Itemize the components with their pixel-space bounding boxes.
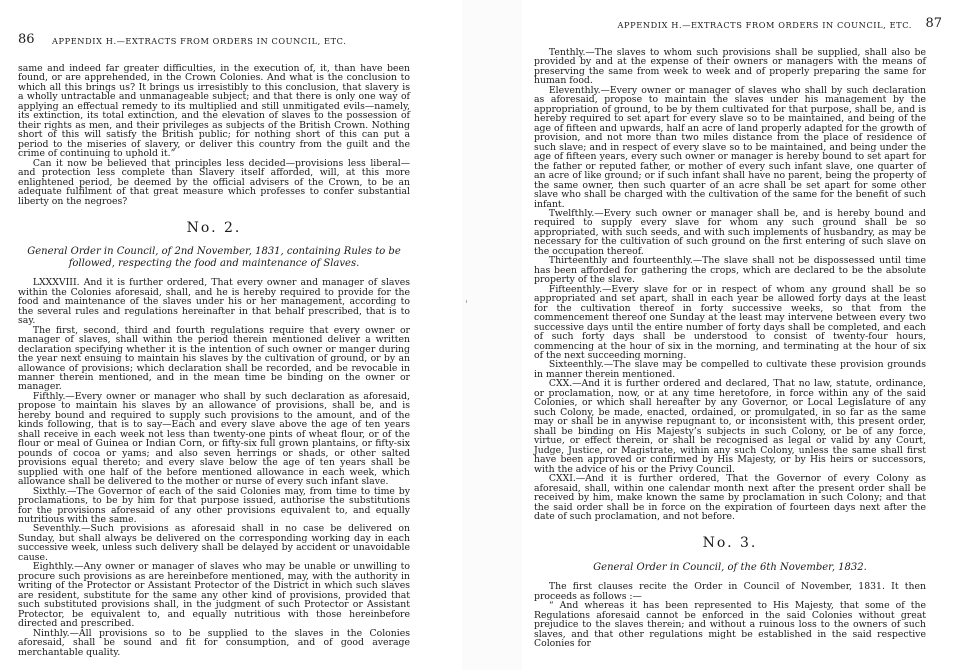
paragraph: Twelfthly.—Every such owner or manager shall be, and is hereby bound and required to supply every slave for whom any such ground shall be so appropriated, with such seeds, and with such implements of husbandry, as may be necessary for the cultivation of such ground on the first entering of such slave on the occupation thereof. <box>534 207 926 257</box>
left-running-title: APPENDIX H.—EXTRACTS FROM ORDERS IN COUNCIL, ETC. <box>52 36 347 46</box>
right-body-text <box>534 48 926 648</box>
book-gutter <box>462 0 522 670</box>
right-page-number: 87 <box>925 16 942 31</box>
paragraph: Fifteenthly.—Every slave for or in respect of whom any ground shall be so appropriated and set apart, shall in each year be allowed forty days at the least for the cultivation thereof in forty successive weeks, so that from the commencement thereof one Sunday at the least may intervene between every two successive days until the entire number of forty days shall be completed, and each of such forty days shall be understood to consist of twenty-four hours, commencing at the hour of six in the morning, and terminating at the hour of six of the next succeeding morning. <box>534 283 926 361</box>
left-body-text <box>18 64 410 657</box>
section-heading-no-3: No. 3. <box>702 535 758 552</box>
paragraph: Tenthly.—The slaves to whom such provisions shall be supplied, shall also be provided by and at the expense of their owners or managers with the means of preserving the same from week to week and of properly preparing the same for human food. <box>534 47 926 87</box>
left-running-head <box>18 32 462 52</box>
paragraph: same and indeed far greater difficulties, in the execution of, it, than have been found, or are apprehended, in the Crown Colonies. And what is the conclusion to which all this brings us? It brings us irresistibly to this conclusion, that slavery is a wholly untractable and unmanageable subject; and that there is only one way of applying an effectual remedy to its multiplied and still unmitigated evils—namely, its extinction, its total extinction, and the elevation of slaves to the possession of their rights as men, and their privileges as subjects of the British Crown. Nothing short of this will satisfy the British public; for nothing short of this can put a period to the miseries of slavery, or deliver this country from the guilt and the crime of continuing to uphold it.” <box>18 63 410 160</box>
left-page <box>0 0 462 670</box>
paragraph: “ And whereas it has been represented to His Majesty, that some of the Regulations aforesaid cannot be enforced in the said Colonies without great prejudice to the slaves therein; and without a ruinous loss to the owners of such slaves, and that other regulations might be established in the said respective Colonies for <box>534 600 926 650</box>
paragraph: Eighthly.—Any owner or manager of slaves who may be unable or unwilling to procure such provisions as are hereinbefore mentioned, may, with the authority in writing of the Protector or Assistant Protector of the District in which such slaves are resident, substitute for the same any other kind of provisions, provided that such substituted provisions shall, in the judgment of such Protector or Assistant Protector, be equivalent to, and equally nutritious with those hereinbefore directed and prescribed. <box>18 561 410 630</box>
left-page-number: 86 <box>18 32 35 47</box>
section-heading-no-2: No. 2. <box>186 220 242 237</box>
gutter-mark <box>466 300 467 303</box>
order-title: General Order in Council, of 2nd November, 1831, containing Rules to be followed, respecting the food and maintenance of Slaves. <box>27 246 401 269</box>
paragraph: Thirteenthly and fourteenthly.—The slave shall not be dispossessed until time has been afforded for gathering the crops, which are declared to be the absolute property of the slave. <box>534 255 926 286</box>
right-page <box>522 0 980 670</box>
paragraph: Eleventhly.—Every owner or manager of slaves who shall by such declaration as aforesaid, propose to maintain the slaves under his management by the appropriation of ground, to be by them cultivated for that purpose, shall be, and is hereby required to set apart for every slave so to be maintained, and being of the age of fifteen and upwards, half an acre of land properly adapted for the growth of provision, and not more than two miles distance from the place of residence of such slave; and in respect of every slave so to be maintained, and being under the age of fifteen years, every such owner or manager is hereby bound to set apart for the father or reputed father, or mother of every such infant slave, one quarter of an acre of like ground; or if such infant shall have no parent, being the property of the same owner, then such quarter of an acre shall be set apart for some other slave who shall be charged with the cultivation of the same for the benefit of such infant. <box>534 84 926 210</box>
paragraph: LXXXVIII. And it is further ordered, That every owner and manager of slaves within the Colonies aforesaid, shall, and he is hereby required to provide for the food and maintenance of the slaves under his or her management, according to the several rules and regulations hereinafter in that behalf prescribed, that is to say. <box>18 277 410 327</box>
paragraph: Sixteenthly.—The slave may be compelled to cultivate these provision grounds in manner therein mentioned. <box>534 359 926 380</box>
paragraph: Sixthly.—The Governor of each of the said Colonies may, from time to time by proclamations, to be by him for that purpose issued, authorise the substitutions for the provisions aforesaid of any other provisions equivalent to, and equally nutritious with the same. <box>18 485 410 526</box>
paragraph: Ninthly.—All provisions so to be supplied to the slaves in the Colonies aforesaid, shall be sound and fit for consumption, and of good average merchantable quality. <box>18 627 410 658</box>
paragraph: CXXI.—And it is further ordered, That the Governor of every Colony as aforesaid, shall, within one calendar month next after the present order shall be received by him, make known the same by proclamation in such Colony; and that the said order shall be in force on the expiration of fourteen days next after the date of such proclamation, and not before. <box>534 473 926 522</box>
right-running-head <box>534 16 980 36</box>
right-running-title: APPENDIX H.—EXTRACTS FROM ORDERS IN COUNCIL, ETC. <box>617 20 912 30</box>
paragraph: CXX.—And it is further ordered and declared, That no law, statute, ordinance, or proclamation, now, or at any time heretofore, in force within any of the said Colonies, or which shall hereafter by any Governor, or Local Legislature of any such Colony, be made, enacted, ordained, or promulgated, in so far as the same may or shall be in anywise repugnant to, or inconsistent with, this present order, shall be binding on His Majesty’s subjects in such Colony, or be of any force, virtue, or effect therein, or shall be recognised as legal or valid by any Court, Judge, Justice, or Magistrate, within any such Colony, unless the same shall first have been approved or confirmed by His Majesty, or by His heirs or successors, with the advice of his or the Privy Council. <box>534 378 926 475</box>
paragraph: Fifthly.—Every owner or manager who shall by such declaration as aforesaid, propose to maintain his slaves by an allowance of provisions, shall be, and is hereby bound and required to supply such provisions to the amount, and of the kinds following, that is to say—Each and every slave above the age of ten years shall receive in each week not less than twenty-one pints of wheat flour, or of the flour or meal of Guinea or Indian Corn, or fifty-six full grown plantains, or fifty-six pounds of cocoa or yams; and also seven herrings or shads, or other salted provisions equal thereto; and every slave below the age of ten years shall be supplied with one half of the before mentioned allowance in each week, which allowance shall be delivered to the mother or nurse of every such infant slave. <box>18 390 410 488</box>
order-title: General Order in Council, of the 6th November, 1832. <box>593 561 867 573</box>
paragraph: The first, second, third and fourth regulations require that every owner or manager of slaves, shall within the period therein mentioned deliver a written declaration specifying whether it is the intention of such owner or manger during the year next ensuing to maintain his slaves by the cultivation of ground, or by an allowance of provisions; which declaration shall be recorded, and be revocable in manner therein mentioned, and in the mean time be binding on the owner or manager. <box>18 324 410 393</box>
paragraph: Seventhly.—Such provisions as aforesaid shall in no case be delivered on Sunday, but shall always be delivered on the corresponding working day in each successive week, unless such delivery shall be delayed by accident or unavoidable cause. <box>18 523 410 563</box>
paragraph: The first clauses recite the Order in Council of November, 1831. It then proceeds as follows :— <box>534 581 926 602</box>
paragraph: Can it now be believed that principles less decided—provisions less liberal—and protection less complete than Slavery itself afforded, will, at this more enlightened period, be deemed by the official advisers of the Crown, to be an adequate fulfilment of that great measure which professes to confer substantial liberty on the negroes? <box>18 157 410 207</box>
